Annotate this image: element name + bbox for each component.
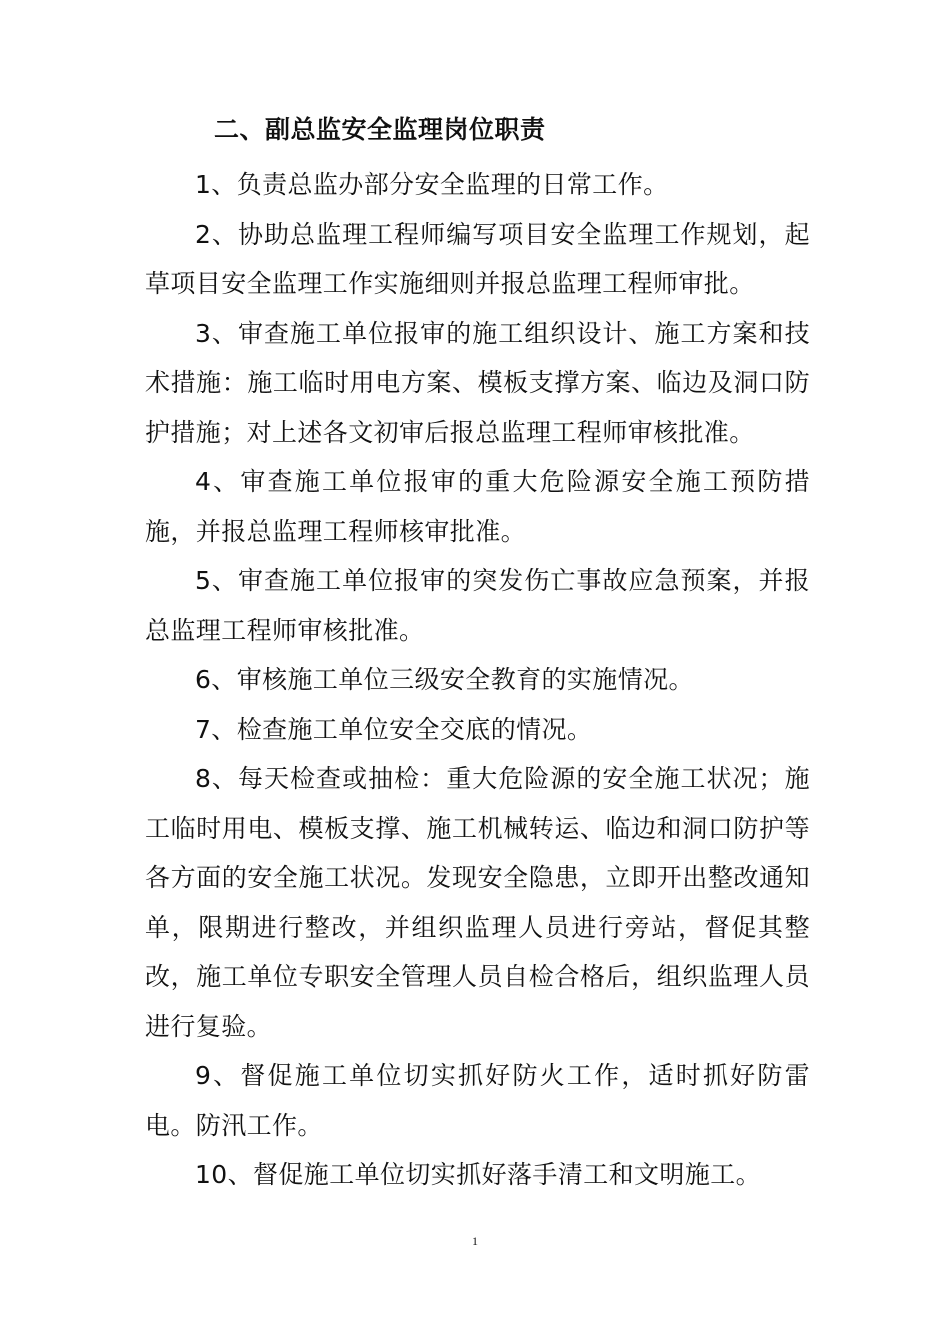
paragraph-3: 3、审查施工单位报审的施工组织设计、施工方案和技术措施：施工临时用电方案、模板支撑方案、临边及洞口防护措施；对上述各文初审后报总监理工程师审核批准。	[145, 318, 810, 447]
body-text	[145, 160, 810, 1200]
page-number: 1	[472, 1234, 478, 1248]
section-title: 二、副总监安全监理岗位职责	[214, 115, 546, 144]
paragraph-2: 2、协助总监理工程师编写项目安全监理工作规划，起草项目安全监理工作实施细则并报总监理工程师审批。	[145, 219, 810, 298]
paragraph-8: 8、每天检查或抽检：重大危险源的安全施工状况；施工临时用电、模板支撑、施工机械转运、临边和洞口防护等各方面的安全施工状况。发现安全隐患，立即开出整改通知单，限期进行整改，并组织监理人员进行旁站，督促其整改，施工单位专职安全管理人员自检合格后，组织监理人员进行复验。	[145, 764, 810, 1041]
paragraph-4: 4、审查施工单位报审的重大危险源安全施工预防措施，并报总监理工程师核审批准。	[145, 467, 810, 546]
paragraph-1: 1、负责总监办部分安全监理的日常工作。	[195, 170, 669, 199]
paragraph-5: 5、审查施工单位报审的突发伤亡事故应急预案，并报总监理工程师审核批准。	[145, 566, 810, 645]
paragraph-7: 7、检查施工单位安全交底的情况。	[195, 714, 593, 744]
paragraph-9: 9、督促施工单位切实抓好防火工作，适时抓好防雷电。防汛工作。	[145, 1061, 810, 1140]
paragraph-6: 6、审核施工单位三级安全教育的实施情况。	[195, 665, 694, 694]
paragraph-10: 10、督促施工单位切实抓好落手清工和文明施工。	[195, 1160, 762, 1189]
